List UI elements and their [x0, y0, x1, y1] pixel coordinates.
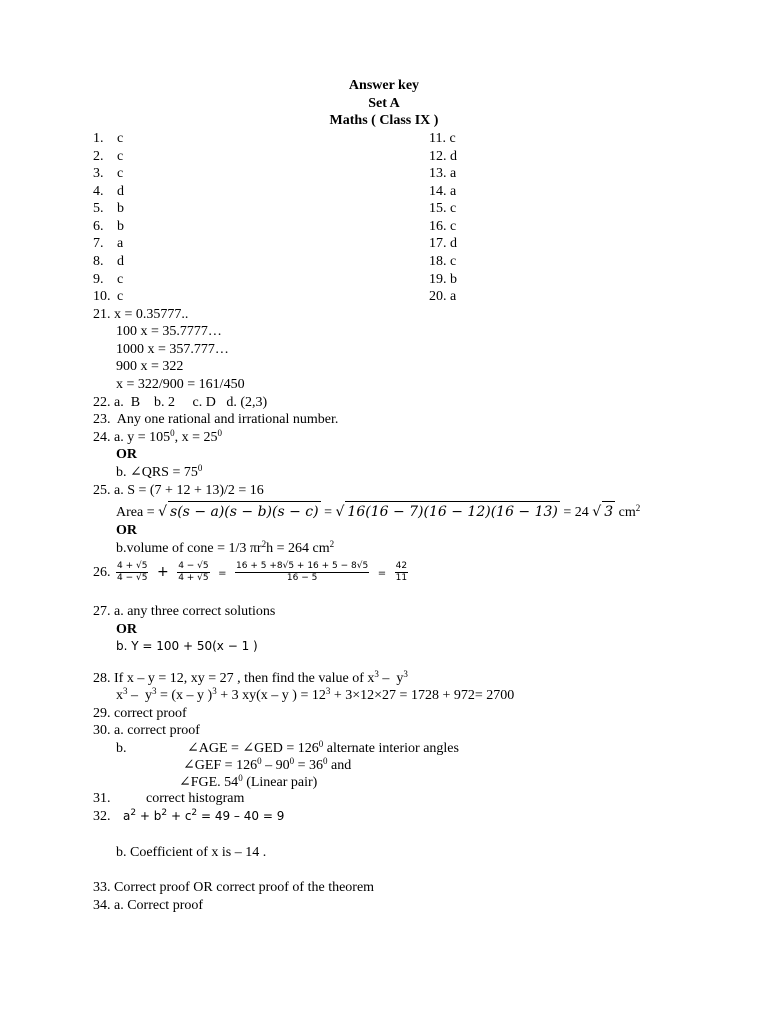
mcq-left-9 [93, 271, 123, 288]
mcq-num: 7. [93, 236, 104, 251]
superscript: 3 [152, 686, 157, 696]
fraction-num: 16 + 5 +8√5 + 16 + 5 − 8√5 [236, 561, 369, 572]
q28-text: – y [127, 688, 152, 703]
mcq-left-7 [93, 235, 123, 252]
q28-text: x [116, 688, 123, 703]
fraction-2 [177, 561, 209, 584]
q30-b-line1 [187, 740, 459, 757]
mcq-right-17: 17. d [429, 236, 457, 251]
fraction-4 [395, 561, 408, 584]
q26 [93, 558, 410, 586]
fraction-3 [235, 561, 369, 584]
q32-text: = 49 – 40 = 9 [197, 809, 285, 823]
q30-text: alternate interior angles [323, 741, 459, 756]
superscript: 2 [261, 539, 267, 549]
mcq-right-18: 18. c [429, 254, 457, 269]
area-unit: cm [618, 505, 636, 520]
sqrt-symbol: √ [592, 504, 602, 520]
q24-b-text: b. ∠QRS = 75 [116, 465, 198, 480]
mcq-answer: b [117, 201, 124, 216]
area-result: = 24 [563, 505, 589, 520]
mcq-right-19: 19. b [429, 272, 457, 287]
mcq-answer: c [117, 149, 124, 164]
q27-a: 27. a. any three correct solutions [93, 604, 276, 619]
mcq-num: 4. [93, 184, 104, 199]
doc-title: Answer key [348, 78, 420, 93]
q32-text: + c [167, 809, 192, 823]
q30-a: 30. a. correct proof [93, 723, 200, 738]
q30-text: ∠AGE = ∠GED = 126 [187, 741, 319, 756]
q28-text: 28. If x – y = 12, xy = 27 , then find the value of x [93, 671, 375, 686]
fraction-den: 16 − 5 [286, 573, 318, 584]
doc-subject: Maths ( Class IX ) [329, 113, 439, 128]
q23: 23. Any one rational and irrational number. [93, 412, 339, 427]
mcq-left-5 [93, 200, 124, 217]
mcq-left-8 [93, 253, 124, 270]
superscript: 2 [130, 808, 137, 818]
sqrt-symbol: √ [158, 504, 168, 520]
q28-line1 [93, 670, 408, 687]
mcq-num: 9. [93, 272, 104, 287]
q24-a-text2: , x = 25 [174, 430, 218, 445]
q31-text: correct histogram [146, 791, 245, 806]
area-expr1: s(s − a)(s − b)(s − c) [168, 501, 321, 522]
q28-text: = (x – y ) [156, 688, 213, 703]
q30-text: ∠GEF = 126 [183, 758, 258, 773]
fraction-den: 4 − √5 [117, 573, 148, 584]
q30-text: (Linear pair) [242, 775, 318, 790]
mcq-left-10 [93, 288, 123, 305]
superscript: 0 [318, 739, 324, 749]
mcq-answer: c [117, 289, 124, 304]
superscript: 2 [191, 808, 198, 818]
mcq-num: 8. [93, 254, 104, 269]
superscript: 3 [374, 669, 379, 679]
mcq-right-12: 12. d [429, 149, 457, 164]
mcq-left-6 [93, 218, 124, 235]
mcq-left-3 [93, 165, 123, 182]
mcq-left-2 [93, 148, 123, 165]
doc-set: Set A [368, 96, 400, 111]
fraction-num: 42 [395, 561, 408, 572]
q33: 33. Correct proof OR correct proof of the theorem [93, 880, 375, 895]
area-eq: = [324, 505, 332, 520]
q30-text: – 90 [261, 758, 290, 773]
q30-text: and [327, 758, 352, 773]
fraction-den: 4 + √5 [178, 573, 209, 584]
q25-b-text2: h = 264 cm [266, 541, 330, 556]
mcq-right-15: 15. c [429, 201, 457, 216]
mcq-num: 6. [93, 219, 104, 234]
q27-b: b. Y = 100 + 50(x − 1 ) [116, 639, 258, 653]
q28-text2: – y [378, 671, 404, 686]
mcq-num: 10. [93, 289, 111, 304]
area-label: Area = [116, 505, 155, 520]
q26-label: 26. [93, 565, 111, 580]
q32-num: 32. [93, 809, 111, 824]
q25-or: OR [116, 523, 137, 538]
mcq-answer: c [117, 272, 124, 287]
area-root: 3 [602, 501, 615, 522]
q21-line3: 1000 x = 357.777… [116, 342, 229, 357]
q27-or: OR [116, 622, 137, 637]
q25-b [116, 540, 334, 557]
q21-line4: 900 x = 322 [116, 359, 184, 374]
q25-b-text: b.volume of cone = 1/3 πr [116, 541, 262, 556]
superscript: 0 [322, 756, 328, 766]
superscript: 0 [197, 463, 203, 473]
q22: 22. a. B b. 2 c. D d. (2,3) [93, 395, 268, 410]
fraction-num: 4 − √5 [178, 561, 209, 572]
q30-b-label: b. [116, 741, 127, 756]
mcq-answer: a [117, 236, 124, 251]
mcq-left-4 [93, 183, 124, 200]
superscript: 0 [238, 773, 243, 783]
mcq-right-11: 11. c [429, 131, 456, 146]
superscript: 2 [329, 539, 335, 549]
q24-or: OR [116, 447, 137, 462]
superscript: 2 [161, 808, 168, 818]
q34: 34. a. Correct proof [93, 898, 204, 913]
mcq-num: 1. [93, 131, 104, 146]
mcq-answer: d [117, 254, 124, 269]
q21-line1: 21. x = 0.35777.. [93, 307, 189, 322]
fraction-1 [116, 561, 148, 584]
mcq-left-1 [93, 130, 123, 147]
q31-num: 31. [93, 791, 111, 806]
q24-a-text: 24. a. y = 105 [93, 430, 171, 445]
superscript: 3 [212, 686, 217, 696]
q32-text: + b [136, 809, 162, 823]
equals-sign: = [218, 568, 227, 579]
q25-a: 25. a. S = (7 + 12 + 13)/2 = 16 [93, 483, 264, 498]
sqrt-symbol: √ [335, 504, 345, 520]
superscript: 0 [289, 756, 295, 766]
q32-text: a [123, 809, 131, 823]
superscript: 3 [123, 686, 128, 696]
q21-line5: x = 322/900 = 161/450 [116, 377, 245, 392]
q30-b-line2 [183, 757, 351, 774]
mcq-right-13: 13. a [429, 166, 457, 181]
q30-text: ∠FGE. 54 [179, 775, 239, 790]
q28-text: + 3 xy(x – y ) = 12 [216, 688, 326, 703]
q32-expr [123, 808, 284, 825]
superscript: 0 [217, 428, 223, 438]
mcq-num: 5. [93, 201, 104, 216]
q28-text: + 3×12×27 = 1728 + 972= 2700 [330, 688, 515, 703]
mcq-right-20: 20. a [429, 289, 457, 304]
equals-sign: = [377, 568, 387, 579]
q21-line2: 100 x = 35.7777… [116, 324, 222, 339]
fraction-num: 4 + √5 [117, 561, 148, 572]
mcq-right-16: 16. c [429, 219, 457, 234]
area-expr2: 16(16 − 7)(16 − 12)(16 − 13) [345, 501, 559, 522]
superscript: 0 [257, 756, 262, 766]
mcq-answer: c [117, 166, 124, 181]
q24-b [116, 464, 202, 481]
q30-text: = 36 [294, 758, 323, 773]
mcq-num: 2. [93, 149, 104, 164]
superscript: 0 [170, 428, 175, 438]
plus-sign: + [156, 564, 169, 580]
mcq-answer: d [117, 184, 124, 199]
fraction-den: 11 [395, 573, 408, 584]
superscript: 3 [325, 686, 331, 696]
q28-line2 [116, 687, 514, 704]
q29: 29. correct proof [93, 706, 187, 721]
mcq-answer: c [117, 131, 124, 146]
q30-b-line3 [179, 774, 317, 791]
superscript: 3 [403, 669, 408, 679]
q25-area [116, 501, 640, 523]
mcq-answer: b [117, 219, 124, 234]
q32-b: b. Coefficient of x is – 14 . [116, 845, 267, 860]
superscript: 2 [635, 503, 641, 513]
mcq-right-14: 14. a [429, 184, 457, 199]
q24-a [93, 429, 222, 446]
mcq-num: 3. [93, 166, 104, 181]
